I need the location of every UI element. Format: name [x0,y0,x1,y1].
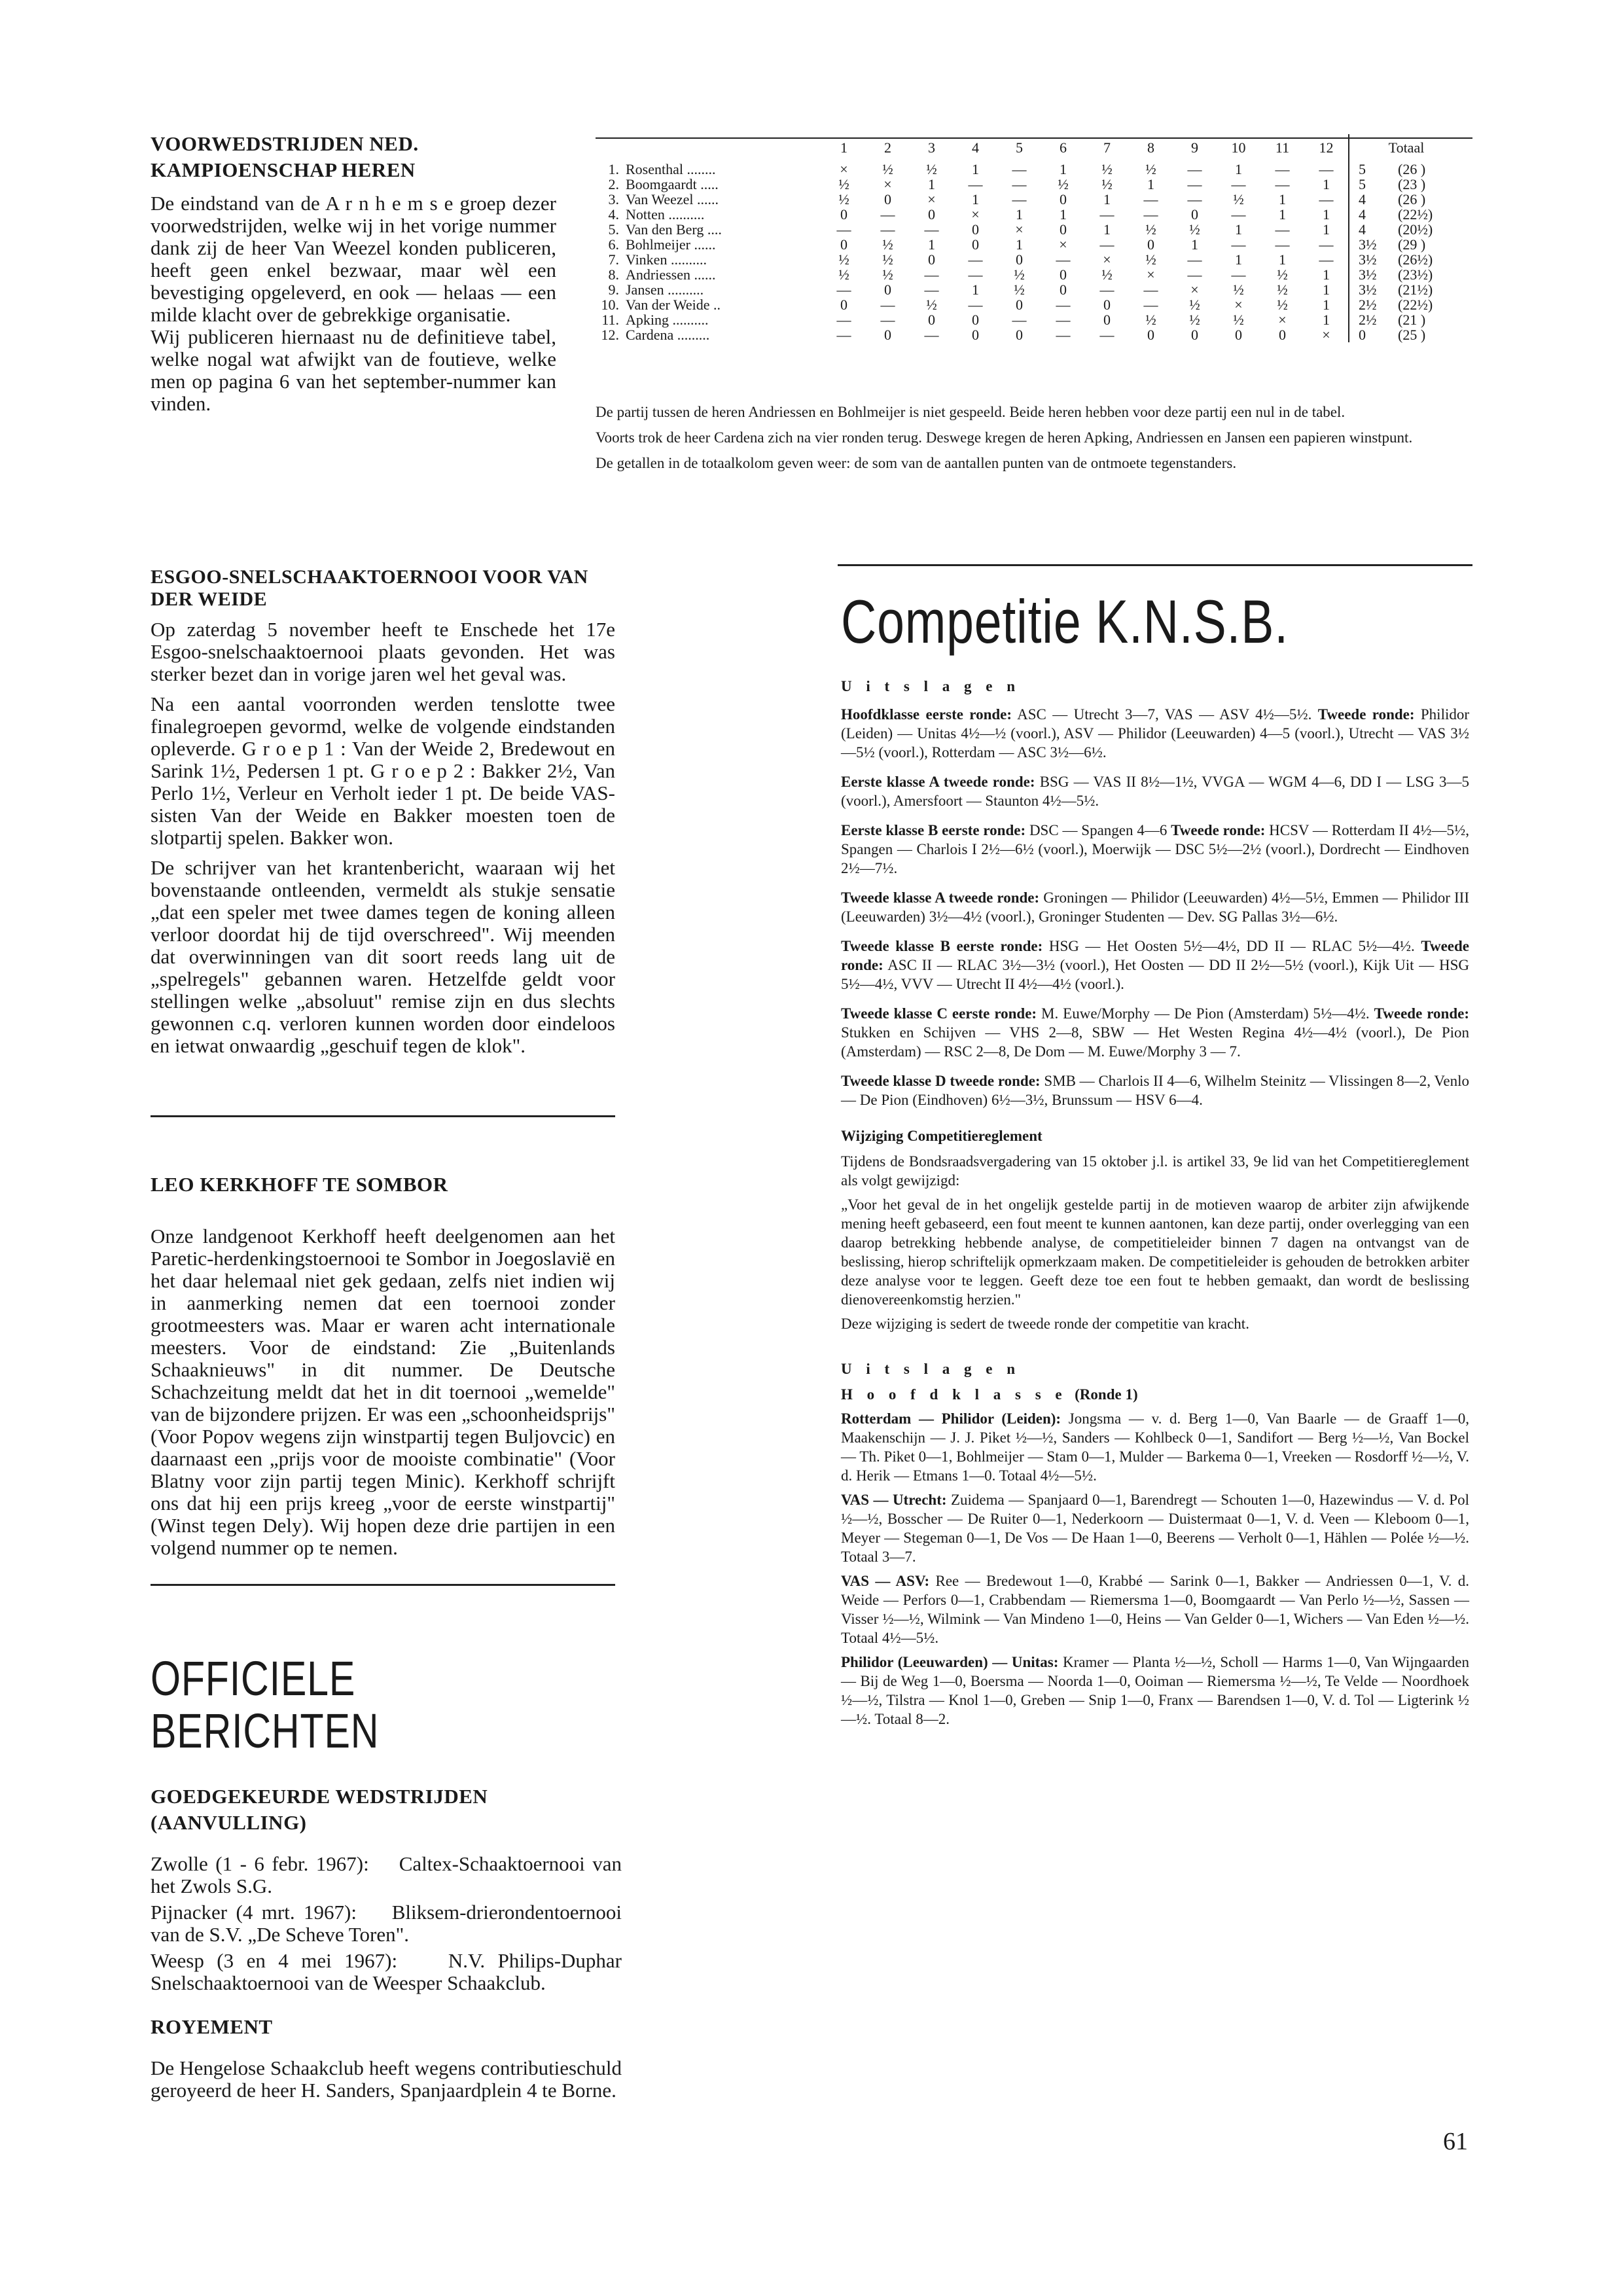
table-row [596,282,1463,297]
player-total: 2½ [1349,312,1398,327]
table-col-header: 2 [884,139,891,156]
table-notes [596,403,1472,473]
score-cell: × [971,206,980,223]
kerkhoff-para-1: Onze landgenoot Kerkhoff heeft deelgenomen aan het Paretic-herdenkingstoernooi te Sombor in Joegoslavië en het daar helemaal niet gek gedaan, zelfs niet indien wij in aanmerking nemen dat een toernooi zonder grootmeesters was. Maar er waren acht internationale meesters. Voor de eindstand: Zie „Buitenlands Schaaknieuws" in dit nummer. De Deutsche Schachzeitung meldt dat het in dit toernooi „wemelde" van de bijzondere prijzen. Er was een „schoonheidsprijs" (Voor Popov wegens zijn winstpartij tegen Buljovcic) en daarnaast een „prijs voor de mooiste combinatie" (Voor Blatny voor zijn partij tegen Minic). Kerkhoff schrijft ons dat hij een prijs kreeg „voor de eerste winstpartij" (Winst tegen Dely). Wij hopen deze drie partijen in een volgend nummer op te nemen. [151,1225,615,1559]
score-cell: — [1143,191,1158,207]
score-cell: 0 [1147,327,1154,343]
score-cell: ½ [1145,161,1156,177]
competitie-results [841,705,1469,1109]
player-total: 2½ [1349,297,1398,312]
score-cell: — [880,296,895,313]
player-name: Notten .......... [626,206,705,223]
score-cell: 1 [928,176,935,192]
rule-above-competitie [838,564,1472,566]
score-cell: 0 [884,327,891,343]
score-cell: ½ [1189,312,1200,328]
player-tiebreak: (26 ) [1398,191,1426,207]
score-cell: × [1234,296,1243,313]
player-tiebreak: (21 ) [1398,312,1426,328]
score-cell: 0 [972,236,979,253]
score-cell: ½ [1189,221,1200,238]
hoofdklasse-match: VAS — Utrecht: Zuidema — Spanjaard 0—1, Barendregt — Schouten 1—0, Hazewindus — V. d. Pol ½—½, Bosscher — De Ruiter 0—1, Nederkoorn — Duistermaat 0—1, V. d. Veen — Kleboom 0—1, Meyer — Stegeman 0—1, De Vos — De Haan 1—0, Beerens — Verholt 0—1, Hählen — Polée ½—½. Totaal 3—7. [841,1492,1469,1565]
score-cell: ½ [838,251,849,268]
section-title-voorwedstrijden: VOORWEDSTRIJDEN NED. KAMPIOENSCHAP HEREN [151,132,419,181]
score-cell: — [1012,312,1027,328]
score-cell: ½ [1277,296,1288,313]
score-cell: — [1099,327,1115,343]
wijziging-para-2: „Voor het geval de in het ongelijk gestelde partij in de motieven waarop de arbiter zijn afwijkende mening heeft gebaseerd, een fout meent te kunnen aantonen, kan deze partij, onder overlegging van een daarop betrekking hebbende analyse, de competitieleider binnen 7 dagen na ontvangst van de beslissing, hierop schriftelijk opmerkzaam maken. De competitieleider is gehouden de betrokken arbiter deze analyse voor te leggen. Geeft deze toe een fout te hebben gemaakt, dan wordt de beslissing dienovereenkomstig herzien." [841,1196,1469,1308]
score-cell: — [1187,176,1202,192]
royement-text: De Hengelose Schaakclub heeft wegens contributieschuld geroyeerd de heer H. Sanders, Spanjaardplein 4 te Borne. [151,2056,622,2102]
score-cell: 0 [1147,236,1154,253]
section-title-kerkhoff: LEO KERKHOFF TE SOMBOR [151,1173,448,1196]
competitie-result-block: Eerste klasse A tweede ronde: BSG — VAS II 8½—1½, VVGA — WGM 4—6, DD I — LSG 3—5 (voorl.), Amersfoort — Staunton 4½—5½. [841,774,1469,809]
table-col-header: 5 [1016,139,1023,156]
score-cell: ½ [926,161,937,177]
competitie-result-block: Tweede klasse B eerste ronde: HSG — Het Oosten 5½—4½, DD II — RLAC 5½—4½. Tweede ronde: ASC II — RLAC 3½—3½ (voorl.), Het Oosten — DD II 2½—5½ (voorl.), Kijk Uit — HSG 5½—4½, VVV — Utrecht II 4½—4½ (voorl.). [841,938,1470,992]
score-cell: — [836,327,851,343]
player-name: Apking .......... [626,312,709,328]
score-cell: — [1275,176,1290,192]
score-cell: ½ [1233,191,1244,207]
score-cell: × [1147,266,1155,283]
player-total: 4 [1349,222,1398,237]
score-cell: — [968,296,983,313]
score-cell: — [1056,327,1071,343]
row-number: 9. [608,281,619,298]
score-cell: ½ [1014,266,1025,283]
score-cell: — [880,206,895,223]
player-tiebreak: (21½) [1398,281,1433,298]
row-number: 4. [608,206,619,223]
score-cell: × [927,191,936,207]
score-cell: 0 [1016,296,1023,313]
score-cell: 1 [1235,161,1242,177]
esgoo-para-3: De schrijver van het krantenbericht, waaraan wij het bovenstaande ontleenden, vermeldt als stukje sensatie „dat een speler met twee dames tegen de koning alleen verloor doordat hij de tijd overschreed". Wij meenden dat overwinningen van dit soort reeds lang uit de „spelregels" gebannen waren. Hetzelfde geldt voor stellingen welke „absoluut" remise zijn en dus slechts gewonnen c.q. verloren kunnen worden door eindeloos en ietwat onwaardig „geschuif tegen de klok". [151,856,615,1057]
score-cell: ½ [1145,251,1156,268]
player-tiebreak: (26 ) [1398,161,1426,177]
score-cell: 1 [1060,206,1067,223]
player-tiebreak: (29 ) [1398,236,1426,253]
hoofdklasse-heading: H o o f d k l a s s e (Ronde 1) [841,1386,1138,1403]
row-number: 2. [608,176,619,192]
score-cell: ½ [882,236,893,253]
score-cell: 0 [972,221,979,238]
score-cell: — [1231,206,1246,223]
player-tiebreak: (22½) [1398,206,1433,223]
player-total: 3½ [1349,282,1398,297]
rule-after-kerkhoff [151,1584,615,1586]
player-name: Rosenthal ........ [626,161,716,177]
wijziging-para-3: Deze wijziging is sedert de tweede ronde der competitie van kracht. [841,1316,1249,1332]
section-voorwedstrijden [151,131,556,415]
wijziging-title: Wijziging Competitiereglement [841,1128,1043,1144]
score-cell: ½ [838,191,849,207]
score-cell: ½ [1145,312,1156,328]
score-cell: 0 [1016,327,1023,343]
section-esgoo [151,566,615,1057]
score-cell: 0 [884,191,891,207]
player-name: Cardena ......... [626,327,710,343]
score-cell: ½ [838,176,849,192]
table-col-header: 7 [1103,139,1111,156]
score-table-wrapper [596,134,1472,342]
player-name: Bohlmeijer ...... [626,236,716,253]
score-cell: 0 [1191,206,1198,223]
wijziging-para-1: Tijdens de Bondsraadsvergadering van 15 oktober j.l. is artikel 33, 9e lid van het Competitiereglement als volgt gewijzigd: [841,1153,1469,1189]
score-cell: 0 [840,206,847,223]
score-cell: — [968,176,983,192]
score-cell: — [880,312,895,328]
player-total: 5 [1349,162,1398,177]
table-col-header: 4 [972,139,979,156]
score-cell: 0 [1103,296,1111,313]
score-cell: 0 [1191,327,1198,343]
score-cell: ½ [1277,281,1288,298]
table-col-header: 8 [1147,139,1154,156]
voorwedstrijden-para-2: Wij publiceren hiernaast nu de definitieve tabel, welke nogal wat afwijkt van de foutieve, welke men op pagina 6 van het september-nummer kan vinden. [151,325,556,415]
score-cell: — [1099,206,1115,223]
table-col-header: 6 [1060,139,1067,156]
score-table [596,134,1463,342]
score-cell: × [1190,281,1199,298]
section-title-esgoo: ESGOO-SNELSCHAAKTOERNOOI VOOR VAN DER WEIDE [151,566,588,610]
competitie-result-block: Tweede klasse A tweede ronde: Groningen — Philidor (Leeuwarden) 4½—5½, Emmen — Philidor III (Leeuwarden) 3½—4½ (voorl.), Groninger Studenten — Dev. SG Pallas 3½—6½. [841,889,1469,925]
goedgekeurde-list [151,1853,622,1994]
row-number: 12. [601,327,619,343]
row-number: 3. [608,191,619,207]
score-cell: 1 [1323,281,1330,298]
score-cell: 1 [1323,266,1330,283]
score-cell: — [1012,176,1027,192]
row-number: 6. [608,236,619,253]
score-cell: — [924,221,939,238]
player-total: 5 [1349,177,1398,192]
score-cell: — [1275,236,1290,253]
score-cell: ½ [1058,176,1069,192]
table-note-3: De getallen in de totaalkolom geven weer: de som van de aantallen punten van de ontmoete tegenstanders. [596,455,1237,471]
rule-after-esgoo [151,1115,615,1117]
score-cell: 0 [1060,221,1067,238]
table-row [596,267,1463,282]
score-cell: — [1231,176,1246,192]
player-total: 0 [1349,327,1398,342]
score-cell: — [880,221,895,238]
score-cell: ½ [1277,266,1288,283]
score-cell: × [1059,236,1067,253]
score-cell: ½ [1101,266,1113,283]
score-cell: — [836,281,851,298]
score-cell: — [924,266,939,283]
player-tiebreak: (26½) [1398,251,1433,268]
score-cell: ½ [1233,281,1244,298]
player-name: Vinken .......... [626,251,707,268]
score-cell: 1 [1147,176,1154,192]
score-cell: — [924,281,939,298]
score-cell: 0 [840,296,847,313]
section-competitie [841,589,1469,1729]
score-cell: — [1012,191,1027,207]
table-note-2: Voorts trok de heer Cardena zich na vier ronden terug. Deswege kregen de heren Apking, Andriessen en Jansen een papieren winstpunt. [596,429,1413,446]
score-cell: 1 [1103,221,1111,238]
score-cell: — [1231,266,1246,283]
score-cell: 1 [1235,251,1242,268]
page-number: 61 [1443,2128,1468,2155]
score-cell: 1 [972,191,979,207]
table-row [596,177,1463,192]
score-cell: — [1143,296,1158,313]
goedgekeurde-item: Zwolle (1 - 6 febr. 1967): Caltex-Schaaktoernooi van het Zwols S.G. [151,1852,622,1897]
score-cell: — [1275,221,1290,238]
score-cell: ½ [1145,221,1156,238]
score-cell: — [836,221,851,238]
score-cell: 0 [928,206,935,223]
score-cell: 0 [840,236,847,253]
score-cell: ½ [882,161,893,177]
score-cell: — [1319,191,1334,207]
score-cell: 0 [972,312,979,328]
score-cell: ½ [926,296,937,313]
player-total: 4 [1349,207,1398,222]
player-name: Boomgaardt ..... [626,176,719,192]
score-cell: — [1099,281,1115,298]
score-cell: × [1015,221,1024,238]
player-tiebreak: (25 ) [1398,327,1426,343]
table-col-header: 10 [1231,139,1246,156]
table-row [596,252,1463,267]
section-kerkhoff [151,1172,615,1559]
player-name: Van den Berg .... [626,221,722,238]
esgoo-para-1: Op zaterdag 5 november heeft te Enschede het 17e Esgoo-snelschaaktoernooi plaats gevonden. Het was sterker bezet dan in vorige jaren wel het geval was. [151,618,615,685]
score-cell: ½ [1101,161,1113,177]
player-name: Jansen .......... [626,281,704,298]
score-cell: ½ [882,251,893,268]
score-cell: 0 [928,251,935,268]
score-cell: — [1143,206,1158,223]
score-cell: 1 [1235,221,1242,238]
score-cell: — [924,327,939,343]
row-number: 8. [608,266,619,283]
row-number: 10. [601,296,619,313]
score-cell: — [968,266,983,283]
player-total: 3½ [1349,237,1398,252]
table-note-1: De partij tussen de heren Andriessen en Bohlmeijer is niet gespeeld. Beide heren hebben voor deze partij een nul in de tabel. [596,404,1346,420]
section-officiele-berichten [151,1653,622,2102]
score-cell: — [1231,236,1246,253]
goedgekeurde-item: Pijnacker (4 mrt. 1967): Bliksem-drierondentoernooi van de S.V. „De Scheve Toren". [151,1901,622,1946]
player-tiebreak: (23 ) [1398,176,1426,192]
goedgekeurde-subtitle: GOEDGEKEURDE WEDSTRIJDEN (AANVULLING) [151,1785,488,1834]
score-cell: 1 [1279,206,1286,223]
table-col-header: 9 [1191,139,1198,156]
table-col-header: 1 [840,139,847,156]
score-cell: — [1056,251,1071,268]
competitie-result-block: Eerste klasse B eerste ronde: DSC — Spangen 4—6 Tweede ronde: HCSV — Rotterdam II 4½—5½, Spangen — Charlois I 2½—6½ (voorl.), Moerwijk — DSC 5½—2½ (voorl.), Dordrecht — Eindhoven 2½—7½. [841,822,1469,876]
score-cell: 1 [1279,251,1286,268]
score-cell: 0 [1060,266,1067,283]
score-cell: ½ [1233,312,1244,328]
score-cell: — [1187,251,1202,268]
player-total: 3½ [1349,267,1398,282]
player-total: 4 [1349,192,1398,207]
voorwedstrijden-para-1: De eindstand van de A r n h e m s e groep dezer voorwedstrijden, welke wij in het vorige nummer dank zij de heer Van Weezel konden publiceren, heeft geen enkel bezwaar, maar wèl een bevestiging opgeleverd, en ook — helaas — een milde klacht over de gebrekkige organisatie. [151,192,556,326]
esgoo-para-2: Na een aantal voorronden werden tenslotte twee finalegroepen gevormd, welke de volgende eindstanden opleverde. G r o e p 1 : Van der Weide 2, Bredewout en Sarink 1½, Pedersen 1 pt. G r o e p 2 : Bakker 2½, Van Perlo 1½, Verleur en Verholt ieder 1 pt. De beide VAS-sisten Van der Weide en Bakker moesten toen de slotpartij spelen. Bakker won. [151,692,615,849]
score-cell: ½ [1101,176,1113,192]
score-cell: 1 [1323,206,1330,223]
player-tiebreak: (23½) [1398,266,1433,283]
score-cell: ½ [882,266,893,283]
uitslagen-label-2: U i t s l a g e n [841,1361,1020,1377]
score-cell: 0 [1235,327,1242,343]
score-cell: — [1187,266,1202,283]
table-row [596,162,1463,177]
score-cell: × [1278,312,1287,328]
score-cell: 1 [1191,236,1198,253]
row-number: 7. [608,251,619,268]
score-cell: 1 [1103,191,1111,207]
score-cell: — [1319,251,1334,268]
table-col-header: 11 [1275,139,1290,156]
hoofdklasse-matches [841,1409,1469,1729]
score-cell: ½ [1014,281,1025,298]
goedgekeurde-item: Weesp (3 en 4 mei 1967): N.V. Philips-Duphar Snelschaaktoernooi van de Weesper Schaakclub. [151,1949,622,1994]
player-total: 3½ [1349,252,1398,267]
score-cell: 0 [928,312,935,328]
score-cell: ½ [838,266,849,283]
score-cell: ½ [1189,296,1200,313]
table-col-header: 12 [1319,139,1334,156]
score-cell: × [883,176,892,192]
score-cell: 1 [1016,236,1023,253]
row-number: 5. [608,221,619,238]
score-cell: — [1099,236,1115,253]
player-name: Van der Weide .. [626,296,721,313]
score-cell: — [836,312,851,328]
uitslagen-label: U i t s l a g e n [841,678,1020,694]
score-cell: — [1319,161,1334,177]
hoofdklasse-match: Rotterdam — Philidor (Leiden): Jongsma — v. d. Berg 1—0, Van Baarle — de Graaff 1—0, Maakenschijn — J. J. Piket ½—½, Sanders — Kohlbeck 0—1, Sandifort — Berg ½—½, Van Bockel — Th. Piket 0—1, Bohlmeijer — Stam 0—1, Mulder — Barkema 0—1, Vreeken — Rosdorff ½—½, V. d. Herik — Etmans 1—0. Totaal 4½—5½. [841,1410,1469,1484]
royement-title: ROYEMENT [151,2015,273,2038]
score-cell: 0 [972,327,979,343]
score-cell: × [840,161,848,177]
score-cell: 1 [1060,161,1067,177]
officiele-berichten-title: OFFICIELE BERICHTEN [151,1651,380,1758]
competitie-result-block: Tweede klasse C eerste ronde: M. Euwe/Morphy — De Pion (Amsterdam) 5½—4½. Tweede ronde: Stukken en Schijven — VHS 2—8, SBW — Het Westen Regina 4½—4½ (voorl.), De Pion (Amsterdam) — RSC 2—8, De Dom — M. Euwe/Morphy 3 — 7. [841,1005,1469,1060]
competitie-result-block: Hoofdklasse eerste ronde: ASC — Utrecht 3—7, VAS — ASV 4½—5½. Tweede ronde: Philidor (Leiden) — Unitas 4½—½ (voorl.), ASV — Philidor (Leeuwarden) 4—5 (voorl.), Utrecht — VAS 3½—5½ (voorl.), Rotterdam — ASC 3½—6½. [841,706,1470,761]
player-tiebreak: (20½) [1398,221,1433,238]
score-cell: — [1143,281,1158,298]
score-cell: 1 [1016,206,1023,223]
score-cell: 0 [1016,251,1023,268]
score-cell: × [1322,327,1330,343]
player-tiebreak: (22½) [1398,296,1433,313]
table-row [596,312,1463,327]
row-number: 11. [601,312,619,328]
score-cell: 1 [972,281,979,298]
score-cell: — [1056,296,1071,313]
score-cell: 0 [1060,281,1067,298]
competitie-title: Competitie K.N.S.B. [841,587,1289,656]
score-cell: 1 [928,236,935,253]
score-cell: — [1012,161,1027,177]
score-cell: 0 [884,281,891,298]
table-row [596,297,1463,312]
score-cell: 0 [1103,312,1111,328]
table-col-header: 3 [928,139,935,156]
score-cell: 0 [1279,327,1286,343]
score-cell: 0 [1060,191,1067,207]
table-row [596,192,1463,207]
table-total-header: Totaal [1349,134,1463,162]
hoofdklasse-match: Philidor (Leeuwarden) — Unitas: Kramer — Planta ½—½, Scholl — Harms 1—0, Van Wijngaarden — Bij de Weg 1—0, Boersma — Noorda 1—0, Ooiman — Riemersma ½—½, Te Velde — Noordhoek ½—½, Tilstra — Knol 1—0, Greben — Snip 1—0, Franx — Barendsen 1—0, V. d. Tol — Ligterink ½—½. Totaal 8—2. [841,1654,1469,1727]
score-cell: 1 [1323,176,1330,192]
score-cell: 1 [1279,191,1286,207]
table-row [596,237,1463,252]
score-cell: × [1103,251,1111,268]
hoofdklasse-match: VAS — ASV: Ree — Bredewout 1—0, Krabbé — Sarink 0—1, Bakker — Andriessen 0—1, V. d. Weide — Perfors 0—1, Crabbendam — Riemersma 1—0, Boomgaardt — Van Perlo ½—½, Sassen — Visser ½—½, Wilmink — Van Mindeno 1—0, Heins — Van Gelder 0—1, Wichers — Van Eden ½—½. Totaal 4½—5½. [841,1573,1469,1646]
score-cell: — [1319,236,1334,253]
score-cell: 1 [1323,312,1330,328]
score-cell: — [1187,161,1202,177]
player-name: Van Weezel ...... [626,191,719,207]
score-cell: 1 [1323,296,1330,313]
row-number: 1. [608,161,619,177]
competitie-result-block: Tweede klasse D tweede ronde: SMB — Charlois II 4—6, Wilhelm Steinitz — Vlissingen 8—2, Venlo — De Pion (Eindhoven) 6½—3½, Brunssum — HSV 6—4. [841,1073,1469,1108]
score-cell: — [1275,161,1290,177]
score-cell: — [1187,191,1202,207]
score-cell: 1 [972,161,979,177]
score-cell: — [968,251,983,268]
table-row [596,207,1463,222]
table-row [596,222,1463,237]
score-cell: 1 [1323,221,1330,238]
score-cell: — [1056,312,1071,328]
player-name: Andriessen ...... [626,266,716,283]
table-row [596,327,1463,342]
score-table-header [596,134,1463,162]
